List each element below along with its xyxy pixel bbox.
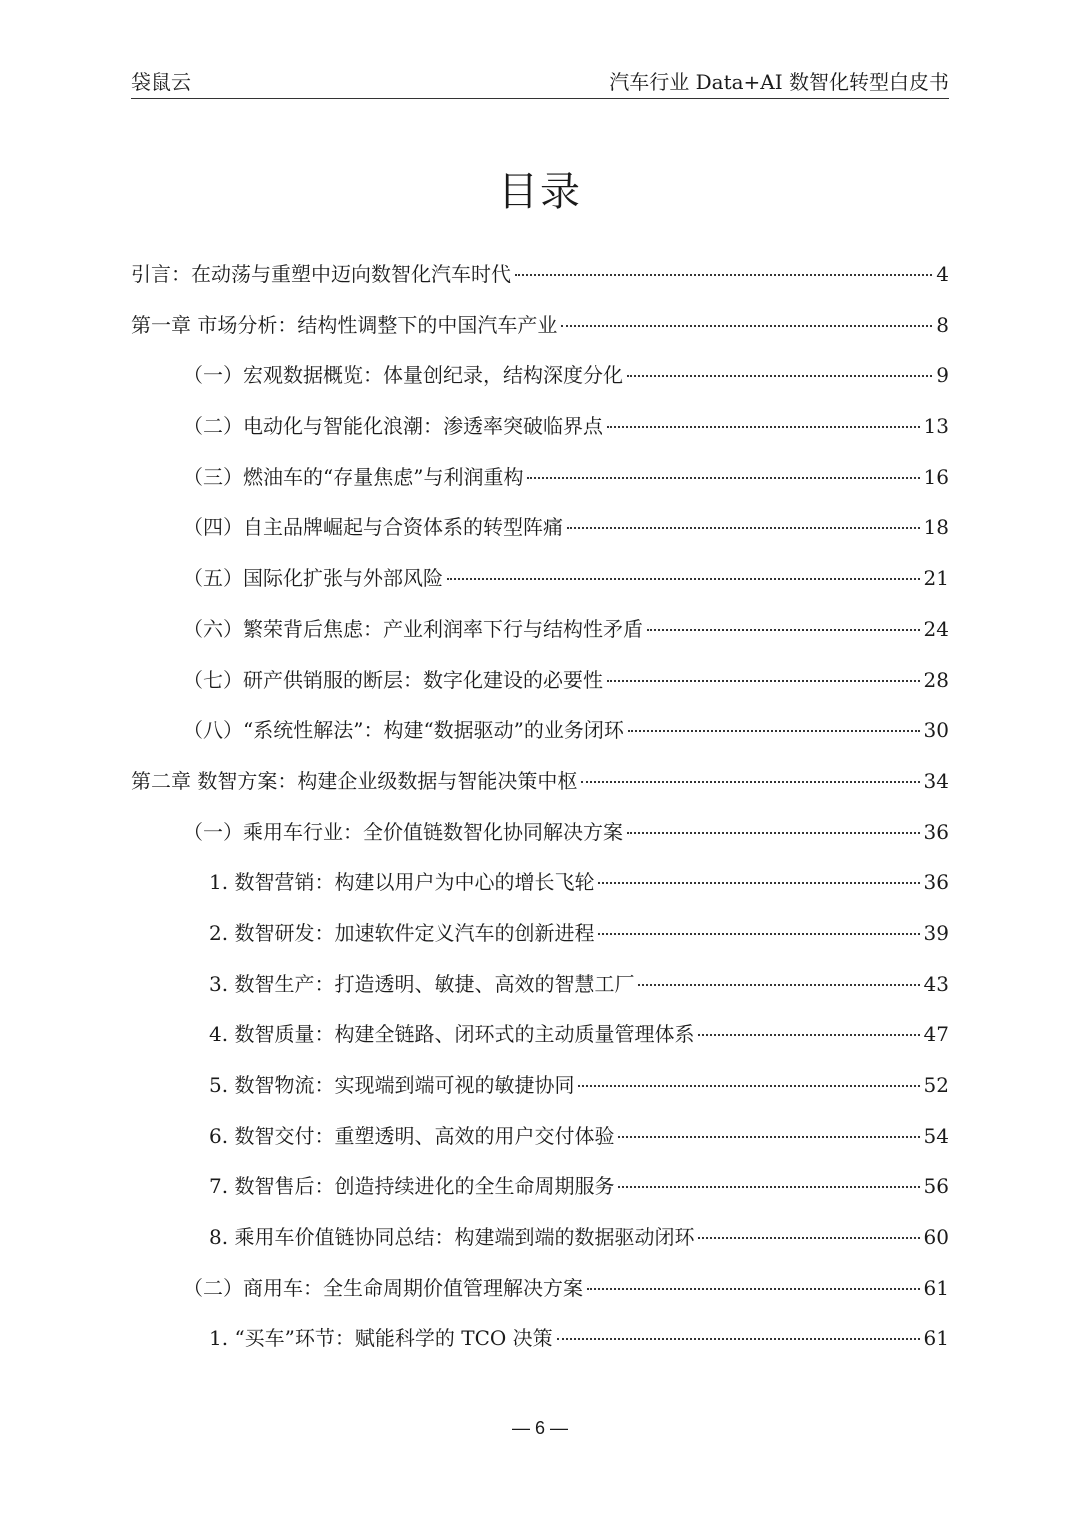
toc-entry[interactable] — [131, 408, 949, 459]
toc-entry-page: 24 — [923, 616, 949, 641]
toc-entry-page: 28 — [923, 667, 949, 692]
toc-entry[interactable] — [131, 915, 949, 966]
toc-entry-title: 2. 数智研发：加速软件定义汽车的创新进程 — [209, 920, 595, 945]
toc-entry-title: （五）国际化扩张与外部风险 — [183, 566, 443, 591]
toc-entry-title: 5. 数智物流：实现端到端可视的敏捷协同 — [209, 1073, 575, 1097]
toc-entry[interactable] — [131, 611, 949, 662]
toc-entry-title: 第一章 市场分析：结构性调整下的中国汽车产业 — [131, 312, 558, 337]
toc-dot-leader — [578, 1085, 919, 1087]
toc-entry-title: 1. “买车”环节：赋能科学的 TCO 决策 — [209, 1326, 553, 1351]
toc-entry[interactable] — [131, 256, 949, 307]
toc-entry-page: 18 — [923, 515, 949, 540]
toc-entry[interactable] — [131, 966, 949, 1017]
toc-entry[interactable] — [131, 357, 949, 408]
toc-entry-page: 52 — [923, 1073, 949, 1097]
toc-dot-leader — [627, 375, 932, 377]
toc-entry[interactable] — [131, 307, 949, 358]
page-title: 目录 — [498, 169, 582, 215]
toc-dot-leader — [647, 629, 920, 631]
toc-entry-title: 1. 数智营销：构建以用户为中心的增长飞轮 — [209, 870, 595, 895]
toc-entry[interactable] — [131, 712, 949, 763]
toc-entry-title: （一）宏观数据概览：体量创纪录，结构深度分化 — [183, 363, 623, 388]
toc-dot-leader — [587, 1288, 920, 1290]
toc-entry[interactable] — [131, 1118, 949, 1169]
toc-entry-page: 9 — [936, 363, 949, 388]
toc-dot-leader — [698, 1034, 919, 1036]
toc-entry[interactable] — [131, 1219, 949, 1270]
toc-entry[interactable] — [131, 509, 949, 560]
toc-entry-page: 39 — [923, 920, 949, 945]
toc-entry[interactable] — [131, 459, 949, 510]
toc-dot-leader — [618, 1186, 919, 1188]
toc-entry[interactable] — [131, 864, 949, 915]
toc-entry-title: （一）乘用车行业：全价值链数智化协同解决方案 — [183, 819, 623, 844]
toc-entry-page: 61 — [923, 1326, 949, 1351]
toc-entry[interactable] — [131, 560, 949, 611]
toc-entry-page: 8 — [936, 312, 949, 337]
toc-entry[interactable] — [131, 1320, 949, 1371]
toc-entry-page: 21 — [923, 566, 949, 591]
toc-entry[interactable] — [131, 763, 949, 814]
toc-entry-page: 16 — [923, 464, 949, 489]
toc-entry[interactable] — [131, 1016, 949, 1067]
toc-dot-leader — [627, 832, 920, 834]
toc-dot-leader — [628, 730, 920, 732]
toc-entry[interactable] — [131, 1270, 949, 1321]
toc-entry-title: （四）自主品牌崛起与合资体系的转型阵痛 — [183, 515, 563, 540]
header-company: 袋鼠云 — [131, 70, 191, 94]
toc-entry[interactable] — [131, 1067, 949, 1118]
toc-dot-leader — [607, 426, 920, 428]
toc-dot-leader — [581, 781, 919, 783]
page-header — [131, 60, 949, 99]
toc-entry-title: 8. 乘用车价值链协同总结：构建端到端的数据驱动闭环 — [209, 1225, 695, 1250]
toc-entry-title: （六）繁荣背后焦虑：产业利润率下行与结构性矛盾 — [183, 616, 643, 641]
toc-entry-title: 3. 数智生产：打造透明、敏捷、高效的智慧工厂 — [209, 971, 635, 996]
toc-entry-title: 6. 数智交付：重塑透明、高效的用户交付体验 — [209, 1123, 615, 1148]
toc-entry-title: （二）商用车：全生命周期价值管理解决方案 — [183, 1275, 583, 1300]
toc-entry-title: 第二章 数智方案：构建企业级数据与智能决策中枢 — [131, 768, 578, 793]
toc-dot-leader — [598, 882, 919, 884]
toc-dot-leader — [527, 477, 919, 479]
toc-dot-leader — [607, 680, 920, 682]
toc-entry-page: 47 — [923, 1022, 949, 1047]
toc-entry-title: 引言：在动荡与重塑中迈向数智化汽车时代 — [131, 262, 511, 286]
toc-entry[interactable] — [131, 662, 949, 713]
toc-entry[interactable] — [131, 814, 949, 865]
toc-dot-leader — [598, 933, 919, 935]
toc-entry-page: 43 — [923, 971, 949, 996]
toc-entry-page: 30 — [923, 718, 949, 743]
toc-entry-page: 13 — [923, 414, 949, 439]
toc-entry-title: 4. 数智质量：构建全链路、闭环式的主动质量管理体系 — [209, 1022, 695, 1047]
toc-entry-page: 60 — [923, 1225, 949, 1250]
toc-entry-title: （二）电动化与智能化浪潮：渗透率突破临界点 — [183, 414, 603, 439]
toc-dot-leader — [698, 1237, 919, 1239]
toc-entry-title: （七）研产供销服的断层：数字化建设的必要性 — [183, 667, 603, 692]
toc-entry-page: 4 — [936, 262, 949, 286]
toc-entry-title: （八）“系统性解法”：构建“数据驱动”的业务闭环 — [183, 718, 624, 743]
toc-entry-page: 61 — [923, 1275, 949, 1300]
toc-dot-leader — [447, 578, 920, 580]
toc-dot-leader — [561, 325, 932, 327]
toc-dot-leader — [567, 527, 920, 529]
toc-entry-page: 34 — [923, 768, 949, 793]
toc-dot-leader — [638, 984, 919, 986]
toc-dot-leader — [515, 274, 932, 276]
toc-entry-page: 56 — [923, 1174, 949, 1199]
table-of-contents — [131, 256, 949, 1371]
toc-entry[interactable] — [131, 1168, 949, 1219]
toc-dot-leader — [557, 1338, 920, 1340]
toc-entry-title: （三）燃油车的“存量焦虑”与利润重构 — [183, 464, 524, 489]
toc-entry-page: 54 — [923, 1123, 949, 1148]
header-document-title: 汽车行业 Data+AI 数智化转型白皮书 — [609, 70, 949, 94]
page-number: — 6 — — [511, 1418, 568, 1438]
toc-dot-leader — [618, 1136, 919, 1138]
toc-entry-title: 7. 数智售后：创造持续进化的全生命周期服务 — [209, 1174, 615, 1199]
toc-entry-page: 36 — [923, 870, 949, 895]
toc-entry-page: 36 — [923, 819, 949, 844]
